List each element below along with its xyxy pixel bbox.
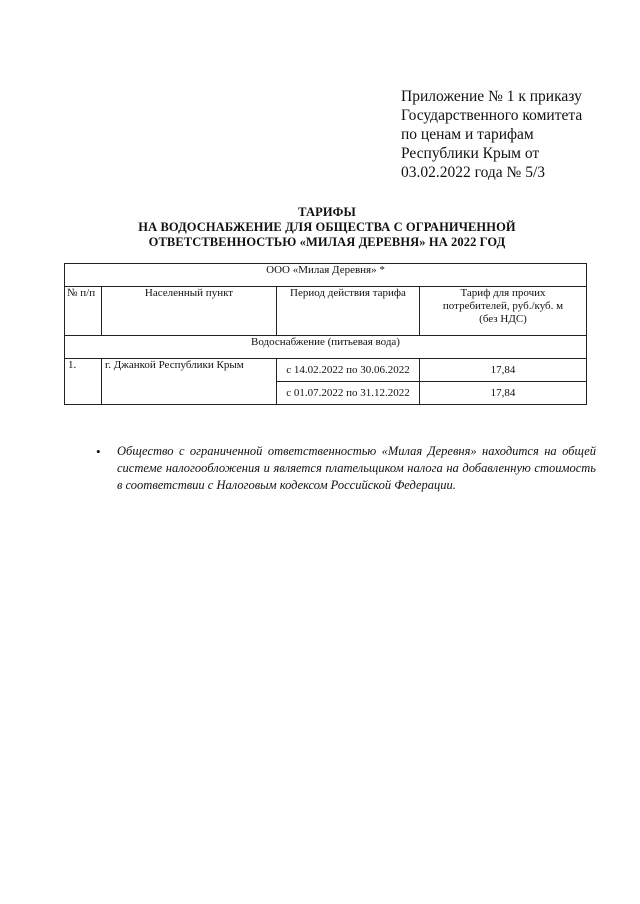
appendix-line: Республики Крым от: [401, 145, 540, 162]
appendix-block: [401, 87, 621, 182]
section-cell: Водоснабжение (питьевая вода): [65, 336, 587, 359]
footnote: [96, 443, 596, 494]
document-title: [100, 205, 554, 250]
table-row: [65, 359, 587, 382]
org-name-cell: ООО «Милая Деревня» *: [65, 264, 587, 287]
bullet-icon: •: [96, 444, 101, 459]
tariff-table: [64, 263, 587, 405]
appendix-line: Государственного комитета: [401, 107, 583, 124]
header-tariff-line: Тариф для прочих: [460, 287, 546, 299]
tariff-value-cell: 17,84: [420, 382, 587, 405]
header-place: Населенный пункт: [102, 287, 277, 336]
appendix-line: по ценам и тарифам: [401, 126, 534, 143]
appendix-line: 03.02.2022 года № 5/3: [401, 164, 546, 181]
row-number: 1.: [65, 359, 102, 405]
appendix-line: Приложение № 1 к приказу: [401, 88, 582, 105]
header-period: Период действия тарифа: [277, 287, 420, 336]
table-row: [65, 264, 587, 287]
table-row: [65, 336, 587, 359]
header-tariff: [420, 287, 587, 336]
header-tariff-line: (без НДС): [479, 313, 527, 325]
table-header-row: [65, 287, 587, 336]
title-line: ОТВЕТСТВЕННОСТЬЮ «МИЛАЯ ДЕРЕВНЯ» НА 2022 ГОД: [148, 235, 506, 249]
title-line: НА ВОДОСНАБЖЕНИЕ ДЛЯ ОБЩЕСТВА С ОГРАНИЧЕННОЙ: [138, 220, 516, 234]
place-cell: г. Джанкой Республики Крым: [102, 359, 277, 405]
header-tariff-line: потребителей, руб./куб. м: [442, 300, 564, 312]
footnote-text: Общество с ограниченной ответственностью «Милая Деревня» находится на общей системе налогообложения и является плательщиком налога на добавленную стоимость в соответствии с Налоговым кодексом Российской Федерации.: [117, 444, 596, 492]
period-cell: с 14.02.2022 по 30.06.2022: [277, 359, 420, 382]
header-no: № п/п: [65, 287, 102, 336]
title-line: ТАРИФЫ: [298, 205, 356, 219]
tariff-value-cell: 17,84: [420, 359, 587, 382]
period-cell: с 01.07.2022 по 31.12.2022: [277, 382, 420, 405]
